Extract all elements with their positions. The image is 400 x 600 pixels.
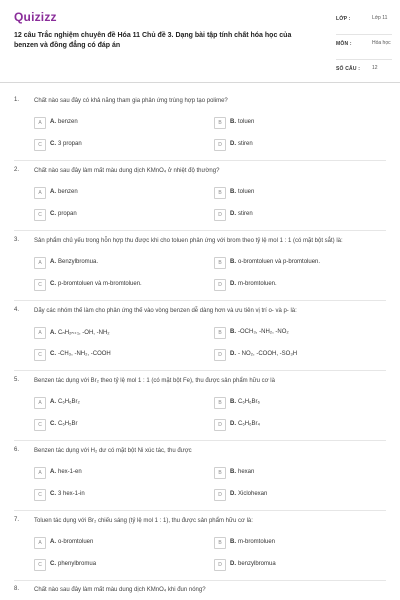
option-b[interactable]	[214, 327, 384, 339]
option-a[interactable]	[34, 327, 204, 339]
option-c[interactable]	[34, 419, 204, 431]
option-label: B.	[230, 329, 236, 335]
option-c[interactable]	[34, 209, 204, 221]
question-number: 2.	[14, 167, 20, 173]
option-box[interactable]: D	[214, 489, 226, 501]
option-c[interactable]	[34, 349, 204, 361]
option-d[interactable]	[214, 489, 384, 501]
question-text: Benzen tác dụng với H₂ dư có mặt bột Ni xúc tác, thu được	[34, 448, 192, 454]
question-text: Dãy các nhóm thế làm cho phản ứng thế vào vòng benzen dễ dàng hơn và ưu tiên vị trí o- và p- là:	[34, 308, 297, 314]
meta-count-value: 12	[372, 65, 378, 71]
option-box[interactable]: C	[34, 559, 46, 571]
option-box[interactable]: A	[34, 117, 46, 129]
option-text: propan	[58, 211, 77, 217]
option-label: C.	[50, 491, 56, 497]
option-c[interactable]	[34, 559, 204, 571]
option-box[interactable]: C	[34, 489, 46, 501]
meta-class-label: LỚP :	[336, 16, 351, 22]
option-box[interactable]: C	[34, 419, 46, 431]
question-text: Chất nào sau đây có khả năng tham gia phản ứng trùng hợp tạo polime?	[34, 98, 228, 104]
option-label: B.	[230, 399, 236, 405]
question-number: 7.	[14, 517, 20, 523]
option-box[interactable]: C	[34, 209, 46, 221]
question-number: 1.	[14, 97, 20, 103]
option-label: D.	[230, 491, 236, 497]
option-box[interactable]: D	[214, 279, 226, 291]
option-text: Benzylbromua.	[58, 259, 99, 265]
option-label: A.	[50, 259, 56, 265]
option-text: stiren	[238, 211, 253, 217]
option-label: B.	[230, 189, 236, 195]
option-text: Xiclohexan	[238, 491, 268, 497]
option-d[interactable]	[214, 139, 384, 151]
divider	[14, 440, 386, 441]
option-label: A.	[50, 330, 56, 336]
meta-subject-value: Hóa học	[372, 40, 391, 46]
option-text: C₆H₆Br₄	[238, 421, 260, 427]
option-box[interactable]: A	[34, 257, 46, 269]
question-text: Chất nào sau đây làm mất màu dung dịch KMnO₄ khi đun nóng?	[34, 587, 206, 593]
option-text: m-bromtoluen	[238, 539, 276, 545]
question-number: 6.	[14, 447, 20, 453]
option-text: stiren	[238, 141, 253, 147]
option-label: D.	[230, 281, 236, 287]
option-text: benzen	[58, 189, 78, 195]
meta-count	[336, 60, 392, 78]
option-box[interactable]: A	[34, 537, 46, 549]
option-label: C.	[50, 281, 56, 287]
question-number: 8.	[14, 586, 20, 592]
option-label: A.	[50, 539, 56, 545]
option-d[interactable]	[214, 209, 384, 221]
option-box[interactable]: C	[34, 139, 46, 151]
option-text: 3 propan	[58, 141, 82, 147]
divider	[14, 370, 386, 371]
option-label: D.	[230, 351, 236, 357]
question-number: 3.	[14, 237, 20, 243]
quiz-meta	[336, 10, 392, 78]
option-text: C₆H₆Br₂	[58, 399, 80, 405]
option-text: -OCH₃, -NH₂, -NO₂	[238, 329, 289, 335]
option-text: m-bromtoluen.	[238, 281, 277, 287]
option-box[interactable]: B	[214, 257, 226, 269]
option-label: C.	[50, 421, 56, 427]
option-text: CₙH₂ₙ₊₁, -OH, -NH₂	[58, 330, 110, 336]
option-text: 3 hex-1-in	[58, 491, 85, 497]
option-d[interactable]	[214, 349, 384, 361]
option-text: C₆H₆Br₆	[238, 399, 260, 405]
option-a[interactable]	[34, 537, 204, 549]
option-b[interactable]	[214, 257, 384, 269]
divider	[14, 580, 386, 581]
option-a[interactable]	[34, 397, 204, 409]
option-d[interactable]	[214, 279, 384, 291]
option-b[interactable]	[214, 397, 384, 409]
option-text: benzen	[58, 119, 78, 125]
meta-subject	[336, 35, 392, 60]
option-box[interactable]: B	[214, 467, 226, 479]
option-b[interactable]	[214, 467, 384, 479]
option-box[interactable]: D	[214, 419, 226, 431]
divider	[14, 510, 386, 511]
quizizz-logo[interactable]: Quizizz	[14, 10, 57, 24]
option-label: A.	[50, 189, 56, 195]
option-label: D.	[230, 421, 236, 427]
option-label: B.	[230, 539, 236, 545]
page-title: 12 câu Trắc nghiệm chuyên đề Hóa 11 Chủ đề 3. Dạng bài tập tính chất hóa học của benzen và đồng đẳng có đáp án	[14, 32, 292, 49]
option-label: D.	[230, 561, 236, 567]
option-box[interactable]: B	[214, 537, 226, 549]
option-text: toluen	[238, 189, 255, 195]
option-label: B.	[230, 259, 236, 265]
option-label: C.	[50, 561, 56, 567]
option-label: D.	[230, 211, 236, 217]
option-box[interactable]: D	[214, 559, 226, 571]
option-b[interactable]	[214, 117, 384, 129]
divider	[14, 300, 386, 301]
question-text: Chất nào sau đây làm mất màu dung dịch KMnO₄ ở nhiệt độ thường?	[34, 168, 220, 174]
option-box[interactable]: D	[214, 139, 226, 151]
option-box[interactable]: B	[214, 397, 226, 409]
option-text: benzylbromua	[238, 561, 276, 567]
question-text: Sản phẩm chủ yếu trong hỗn hợp thu được khi cho toluen phản ứng với brom theo tỷ lệ mol 1 : 1 (có mặt bột sắt) là:	[34, 238, 343, 244]
option-box[interactable]: A	[34, 327, 46, 339]
option-label: C.	[50, 211, 56, 217]
option-box[interactable]: B	[214, 187, 226, 199]
option-c[interactable]	[34, 139, 204, 151]
option-text: p-bromtoluen và m-bromtoluen.	[58, 281, 142, 287]
divider	[14, 230, 386, 231]
option-box[interactable]: A	[34, 187, 46, 199]
option-text: o-bromtoluen	[58, 539, 94, 545]
option-label: A.	[50, 469, 56, 475]
option-label: C.	[50, 351, 56, 357]
option-label: B.	[230, 119, 236, 125]
divider	[14, 160, 386, 161]
option-box[interactable]: D	[214, 209, 226, 221]
option-a[interactable]	[34, 117, 204, 129]
option-label: A.	[50, 119, 56, 125]
option-box[interactable]: C	[34, 279, 46, 291]
meta-subject-label: MÔN :	[336, 41, 352, 47]
option-text: C₆H₅Br	[58, 421, 78, 427]
option-label: C.	[50, 141, 56, 147]
option-text: phenylbromua	[58, 561, 97, 567]
question-number: 5.	[14, 377, 20, 383]
option-label: B.	[230, 469, 236, 475]
option-a[interactable]	[34, 187, 204, 199]
option-text: hexan	[238, 469, 255, 475]
option-box[interactable]: B	[214, 117, 226, 129]
option-text: - NO₂, -COOH, -SO₃H	[238, 351, 298, 357]
question-text: Toluen tác dụng với Br₂ chiếu sáng (tỷ lệ mol 1 : 1), thu được sản phẩm hữu cơ là:	[34, 518, 253, 524]
option-box[interactable]: C	[34, 349, 46, 361]
question-number: 4.	[14, 307, 20, 313]
option-b[interactable]	[214, 187, 384, 199]
page-header	[0, 0, 400, 83]
option-a[interactable]	[34, 467, 204, 479]
option-label: A.	[50, 399, 56, 405]
option-a[interactable]	[34, 257, 204, 269]
option-d[interactable]	[214, 559, 384, 571]
option-box[interactable]: B	[214, 327, 226, 339]
option-d[interactable]	[214, 419, 384, 431]
option-box[interactable]: A	[34, 467, 46, 479]
meta-class	[336, 10, 392, 35]
option-text: toluen	[238, 119, 255, 125]
option-text: -CH₃, -NH₂, -COOH	[58, 351, 111, 357]
option-c[interactable]	[34, 279, 204, 291]
option-label: D.	[230, 141, 236, 147]
option-box[interactable]: A	[34, 397, 46, 409]
question-text: Benzen tác dụng với Br₂ theo tỷ lệ mol 1 : 1 (có mặt bột Fe), thu được sản phẩm hữu cơ là	[34, 378, 275, 384]
option-c[interactable]	[34, 489, 204, 501]
option-b[interactable]	[214, 537, 384, 549]
meta-class-value: Lớp 11	[372, 15, 388, 21]
meta-count-label: SỐ CÂU :	[336, 66, 361, 72]
option-box[interactable]: D	[214, 349, 226, 361]
option-text: hex-1-en	[58, 469, 82, 475]
option-text: o-bromtoluen và p-bromtoluen.	[238, 259, 321, 265]
